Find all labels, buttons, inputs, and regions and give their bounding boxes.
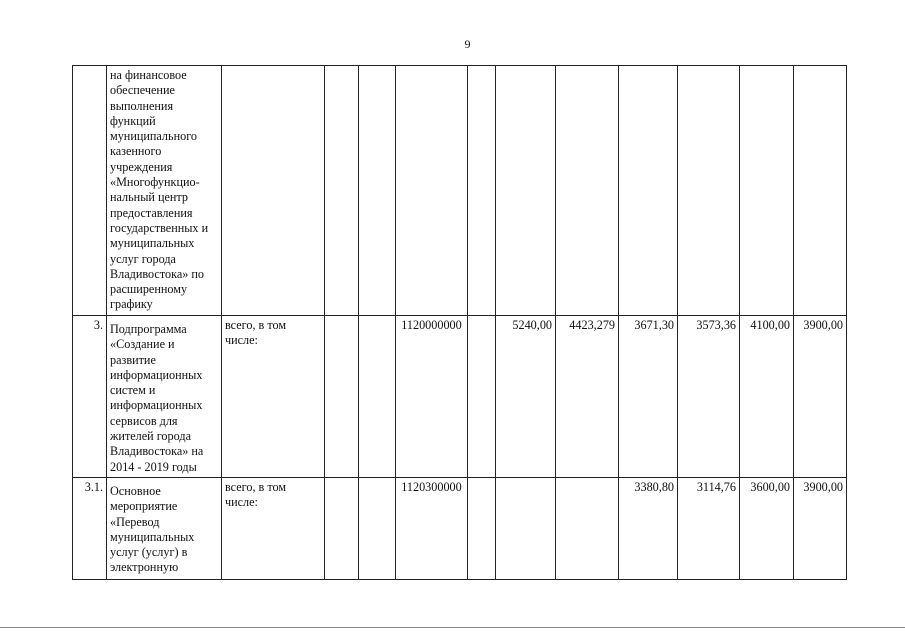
- empty-cell: [468, 316, 496, 478]
- value-cell: [556, 66, 619, 316]
- value-cell: [496, 477, 556, 579]
- row-name: Подпрограмма «Создание и развитие информационных систем и информационных сервисов для жителей города Владивостока» на 2014 - 2019 годы: [107, 316, 222, 478]
- row-number: [73, 66, 107, 316]
- empty-cell: [325, 66, 359, 316]
- empty-cell: [359, 66, 396, 316]
- value-cell: 3671,30: [619, 316, 678, 478]
- row-source: всего, в том числе:: [222, 316, 325, 478]
- empty-cell: [325, 477, 359, 579]
- value-cell: [556, 477, 619, 579]
- table-row: [73, 66, 847, 316]
- table-row: [73, 316, 847, 478]
- value-cell: [678, 66, 740, 316]
- row-code: 1120300000: [396, 477, 468, 579]
- row-source: всего, в том числе:: [222, 477, 325, 579]
- value-cell: 3573,36: [678, 316, 740, 478]
- value-cell: 3900,00: [794, 316, 847, 478]
- value-cell: 4423,279: [556, 316, 619, 478]
- row-name: Основное мероприятие «Перевод муниципальных услуг (услуг) в электронную: [107, 477, 222, 579]
- table-row: [73, 477, 847, 579]
- row-code: [396, 66, 468, 316]
- page-number: 9: [464, 37, 471, 51]
- budget-table: [72, 65, 847, 580]
- value-cell: 5240,00: [496, 316, 556, 478]
- row-number: 3.: [73, 316, 107, 478]
- empty-cell: [359, 316, 396, 478]
- value-cell: 3114,76: [678, 477, 740, 579]
- row-source: [222, 66, 325, 316]
- empty-cell: [468, 477, 496, 579]
- empty-cell: [468, 66, 496, 316]
- value-cell: 3900,00: [794, 477, 847, 579]
- value-cell: [496, 66, 556, 316]
- row-name: на финансовое обеспечение выполнения функций муниципального казенного учреждения «Многофункцио-нальный центр предоставления государственных и муниципальных услуг города Владивостока» по расширенному графику: [107, 66, 222, 316]
- empty-cell: [325, 316, 359, 478]
- value-cell: 3600,00: [740, 477, 794, 579]
- value-cell: [619, 66, 678, 316]
- scan-edge-line: [0, 627, 905, 628]
- value-cell: 4100,00: [740, 316, 794, 478]
- value-cell: [794, 66, 847, 316]
- value-cell: 3380,80: [619, 477, 678, 579]
- value-cell: [740, 66, 794, 316]
- row-code: 1120000000: [396, 316, 468, 478]
- empty-cell: [359, 477, 396, 579]
- row-number: 3.1.: [73, 477, 107, 579]
